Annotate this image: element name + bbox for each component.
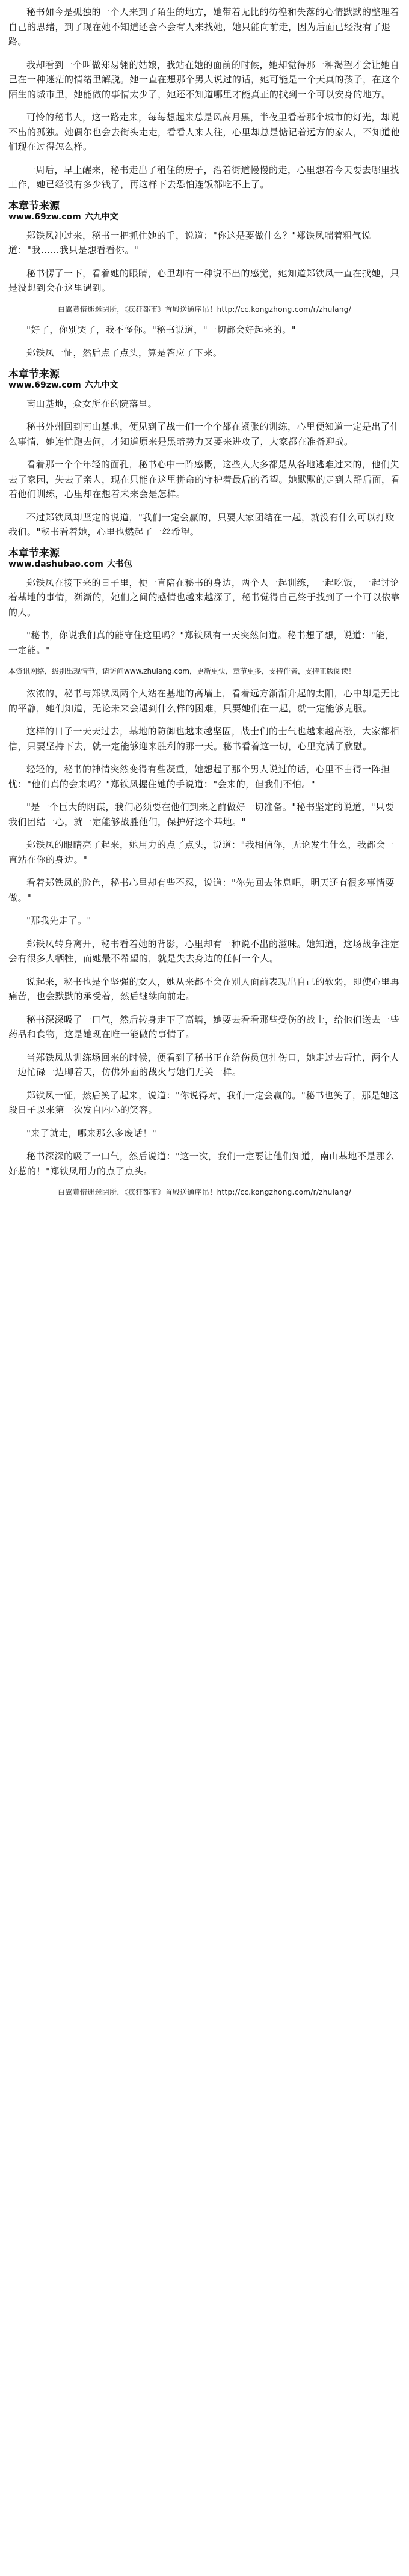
story-paragraph: 说起来，秘书也是个坚强的女人，她从来都不会在别人面前表现出自己的软弱，即使心里再痛苦，也会默默的承受着，然后继续向前走。 — [8, 976, 400, 1002]
story-paragraph: 郑铁凤转身离开，秘书看着她的背影，心里却有一种说不出的滋味。她知道，这场战争注定会有很多人牺牲，而她最不希望的，就是失去身边的任何一个人。 — [8, 938, 400, 964]
story-paragraph: 这样的日子一天天过去，基地的防御也越来越坚固，战士们的士气也越来越高涨，大家都相信，只要坚持下去，就一定能够迎来胜利的那一天。秘书看着这一切，心里充满了欣慰。 — [8, 726, 400, 752]
chapter-page — [0, 0, 409, 1210]
source-banner-title: 本章节来源 — [8, 199, 60, 212]
story-paragraph: 郑铁凤在接下来的日子里，便一直陪在秘书的身边，两个人一起训练，一起吃饭，一起讨论着基地的事情，渐渐的，她们之间的感情也越来越深了，秘书觉得自己终于找到了一个可以依靠的人。 — [8, 577, 401, 618]
story-paragraph: 南山基地，众女所在的院落里。 — [26, 398, 158, 409]
chapter-section-e — [8, 576, 401, 658]
source-url-text[interactable]: www.69zw.com — [8, 212, 81, 222]
story-paragraph: 可怜的秘书人，这一路走来，每每想起来总是风高月黑，半夜里看着那个城市的灯光，却说不出的孤独。她偶尔也会去街头走走，看看人来人往，心里却总是惦记着远方的家人，不知道他们现在过得怎么样。 — [8, 112, 401, 152]
story-paragraph: 轻轻的，秘书的神情突然变得有些凝重，她想起了那个男人说过的话，心里不由得一阵担忧："他们真的会来吗？"郑铁凤握住她的手说道："会来的，但我们不怕。" — [8, 764, 390, 790]
chapter-section-c — [8, 323, 401, 361]
chapter-section-b — [8, 228, 401, 296]
source-banner — [8, 201, 401, 222]
reading-notice: 本资讯网络，级别出现情节，请访问www.zhulang.com，更新更快，章节更多，支持作者，支持正版阅读！ — [8, 667, 356, 675]
promo-link-line[interactable]: 白翼黄惜迷迷閉所，《疯狂都市》首殿送通序吊！http://cc.kongzhong.com/r/zhulang/ — [57, 1188, 352, 1196]
story-paragraph: 看着那一个个年轻的面孔，秘书心中一阵感慨，这些人大多都是从各地逃难过来的，他们失去了家园，失去了亲人，现在只能在这里拼命的守护着最后的希望。她默默的走到人群后面，看着他们训练，心里却在想着未来会是怎样。 — [8, 459, 401, 499]
source-banner-url[interactable] — [8, 212, 401, 222]
source-url-text[interactable]: www.69zw.com — [8, 380, 81, 390]
source-banner — [8, 548, 401, 570]
story-paragraph: 一周后，早上醒来，秘书走出了租住的房子，沿着街道慢慢的走，心里想着今天要去哪里找工作，她已经没有多少钱了，再这样下去恐怕连饭都吃不上了。 — [8, 164, 400, 190]
chapter-section-f — [8, 686, 401, 1178]
source-banner-url[interactable] — [8, 559, 401, 570]
story-paragraph: 秘书如今是孤独的一个人来到了陌生的地方，她带着无比的彷徨和失落的心情默默的整理着自己的思绪，到了现在她不知道还会不会有人来找她，她只能向前走，因为后面已经没有了退路。 — [8, 7, 400, 47]
source-banner-title: 本章节来源 — [8, 547, 60, 559]
story-paragraph: 秘书深深吸了一口气，然后转身走下了高墙，她要去看看那些受伤的战士，给他们送去一些药品和食物，这是她现在唯一能做的事情了。 — [8, 1014, 400, 1040]
source-site-name: 六九中文 — [84, 212, 118, 222]
story-paragraph: 郑铁凤一怔，然后点了点头，算是答应了下来。 — [26, 347, 223, 358]
story-paragraph: 秘书愣了一下，看着她的眼睛，心里却有一种说不出的感觉，她知道郑铁凤一直在找她，只是没想到会在这里遇到。 — [8, 267, 400, 293]
chapter-section-a — [8, 5, 401, 192]
source-banner-title: 本章节来源 — [8, 368, 60, 380]
story-paragraph: 浓浓的，秘书与郑铁凤两个人站在基地的高墙上，看着远方渐渐升起的太阳，心中却是无比的平静，她们知道，无论未来会遇到什么样的困难，只要她们在一起，就一定能够克服。 — [8, 688, 400, 714]
story-paragraph: 郑铁凤一怔，然后笑了起来，说道："你说得对，我们一定会赢的。"秘书也笑了，那是她这段日子以来第一次发自内心的笑容。 — [8, 1089, 399, 1115]
story-paragraph: "秘书，你说我们真的能守住这里吗？"郑铁凤有一天突然问道。秘书想了想，说道："能，一定能。" — [8, 630, 395, 656]
source-banner — [8, 369, 401, 391]
story-paragraph: 郑铁凤的眼睛亮了起来，她用力的点了点头，说道："我相信你，无论发生什么，我都会一直站在你的身边。" — [8, 839, 395, 865]
story-paragraph: 不过郑铁凤却坚定的说道，"我们一定会赢的，只要大家团结在一起，就没有什么可以打败我们。"秘书看着她，心里也燃起了一丝希望。 — [8, 511, 395, 537]
promo-link-line[interactable]: 白翼黄惜迷迷閉所，《疯狂都市》首殿送通序吊！http://cc.kongzhong.com/r/zhulang/ — [57, 305, 352, 314]
story-paragraph: "好了，你别哭了，我不怪你。"秘书说道，"一切都会好起来的。" — [26, 324, 297, 335]
source-site-name: 大书包 — [106, 559, 132, 569]
story-paragraph: 秘书外州回到南山基地，便见到了战士们一个个都在紧张的训练，心里便知道一定是出了什么事情，她连忙跑去问，才知道原来是黑暗势力又要来进攻了，大家都在准备迎战。 — [8, 421, 400, 447]
story-paragraph: "是一个巨大的阴谋，我们必须要在他们到来之前做好一切准备。"秘书坚定的说道，"只要我们团结一心，就一定能够战胜他们，保护好这个基地。" — [8, 802, 395, 827]
source-banner-url[interactable] — [8, 380, 401, 391]
story-paragraph: 看着郑铁凤的脸色，秘书心里却有些不忍，说道："你先回去休息吧，明天还有很多事情要做。" — [8, 877, 395, 903]
story-paragraph: "那我先走了。" — [26, 915, 91, 926]
story-paragraph: "来了就走，哪来那么多废话！" — [26, 1127, 157, 1139]
story-paragraph: 我却看到一个叫做郑易翎的姑娘，我站在她的面前的时候，她却觉得那一种渴望才会让她自己在一种迷茫的情绪里解脱。她一直在想那个男人说过的话，她可能是一个天真的孩子，在这个陌生的城市里，她能做的事情太少了，她还不知道哪里才能真正的找到一个可以安身的地方。 — [8, 59, 401, 100]
story-paragraph: 秘书深深的吸了一口气，然后说道："这一次，我们一定要让他们知道，南山基地不是那么好惹的！"郑铁凤用力的点了点头。 — [8, 1151, 395, 1177]
chapter-section-d — [8, 397, 401, 540]
story-paragraph: 郑铁凤冲过来，秘书一把抓住她的手，说道："你这是要做什么？"郑铁凤喘着粗气说道："我……我只是想看看你。" — [8, 230, 371, 255]
source-site-name: 六九中文 — [84, 380, 118, 390]
story-paragraph: 当郑铁凤从训练场回来的时候，便看到了秘书正在给伤员包扎伤口，她走过去帮忙，两个人一边忙碌一边聊着天，仿佛外面的战火与她们无关一样。 — [8, 1052, 400, 1077]
source-url-text[interactable]: www.dashubao.com — [8, 559, 103, 569]
